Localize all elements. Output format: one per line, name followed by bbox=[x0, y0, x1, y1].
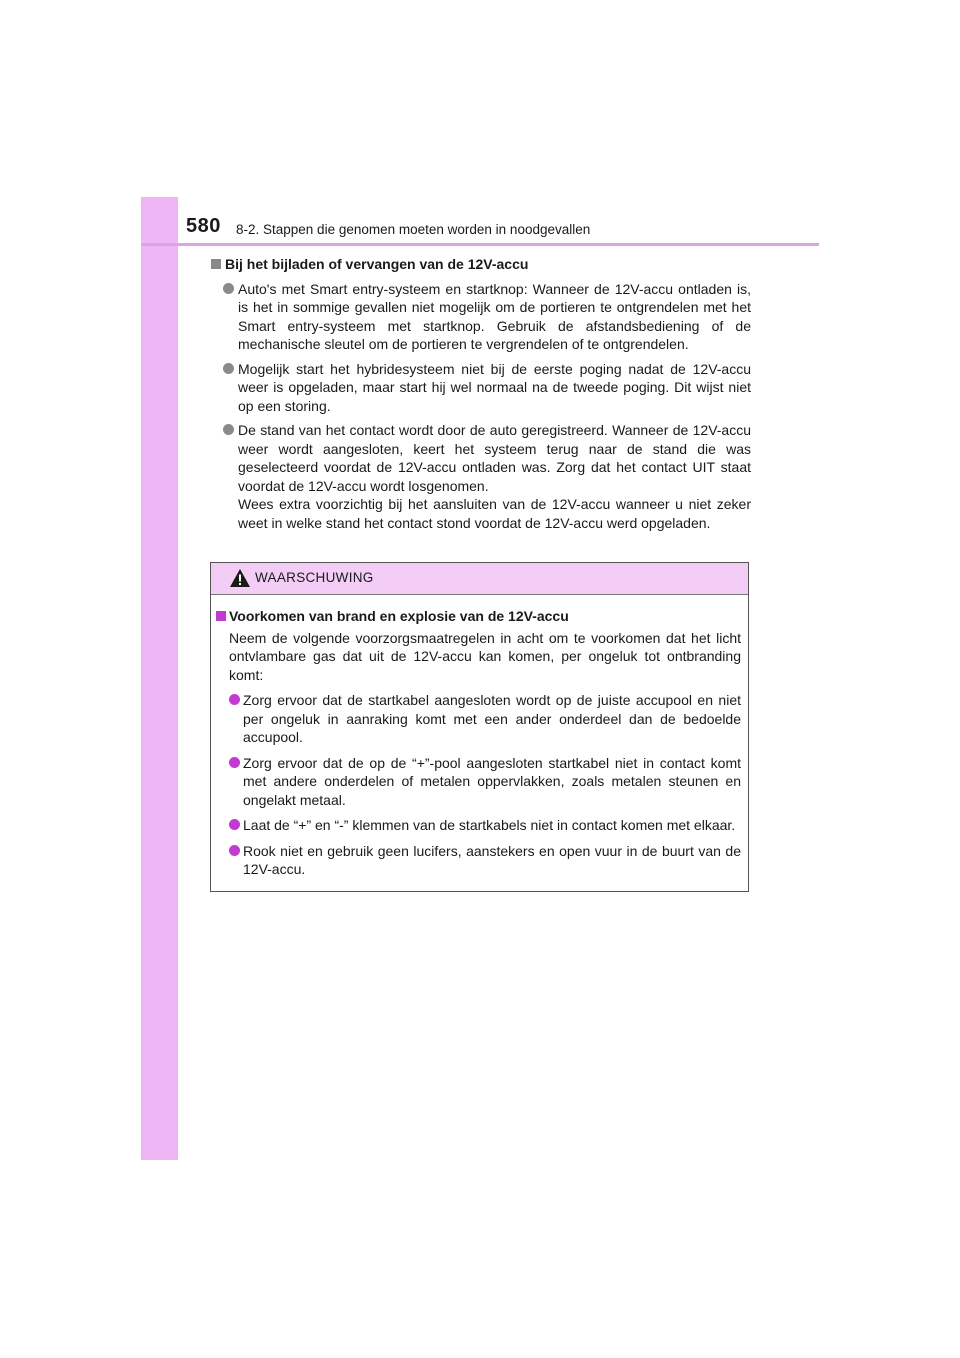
list-item bbox=[216, 842, 741, 879]
warning-box bbox=[210, 562, 749, 892]
list-item bbox=[216, 691, 741, 747]
warning-triangle-icon bbox=[229, 568, 251, 588]
list-item bbox=[211, 421, 751, 532]
section-heading bbox=[211, 255, 751, 274]
list-item-text: Rook niet en gebruik geen lucifers, aanstekers en open vuur in de buurt van de 12V-accu. bbox=[243, 842, 741, 877]
battery-section bbox=[211, 255, 751, 532]
chapter-title: 8-2. Stappen die genomen moeten worden in noodgevallen bbox=[236, 222, 591, 237]
header-rule bbox=[141, 243, 819, 246]
square-bullet-icon bbox=[211, 259, 221, 269]
list-item bbox=[216, 754, 741, 810]
round-bullet-icon bbox=[229, 819, 240, 830]
warning-title: WAARSCHUWING bbox=[255, 570, 374, 585]
list-item-text: De stand van het contact wordt door de auto geregistreerd. Wanneer de 12V-accu weer wordt aangesloten, keert het systeem terug naar de stand die was geselecteerd voordat de 12V-accu ontladen was. Zorg dat het contact UIT staat voordat de 12V-accu wordt losgenomen. bbox=[238, 422, 751, 494]
list-item bbox=[211, 360, 751, 416]
warning-body bbox=[211, 595, 748, 879]
page-number: 580 bbox=[186, 215, 221, 237]
round-bullet-icon bbox=[223, 424, 234, 435]
square-bullet-icon bbox=[216, 611, 226, 621]
warning-intro: Neem de volgende voorzorgsmaatregelen in acht om te voorkomen dat het licht ontvlambare gas dat uit de 12V-accu kan komen, per ongeluk tot ontbranding komt: bbox=[229, 629, 741, 683]
round-bullet-icon bbox=[229, 757, 240, 768]
round-bullet-icon bbox=[223, 363, 234, 374]
list-item-text: Auto's met Smart entry-systeem en startknop: Wanneer de 12V-accu ontladen is, is het in sommige gevallen niet mogelijk om de portieren te ontgrendelen met het Smart entry-systeem met startknop. Gebruik de afstandsbediening of de mechanische sleutel om de portieren te vergrendelen of te ontgrendelen. bbox=[238, 280, 751, 352]
list-item bbox=[211, 280, 751, 354]
round-bullet-icon bbox=[223, 283, 234, 294]
list-item-extra-text: Wees extra voorzichtig bij het aansluiten van de 12V-accu wanneer u niet zeker weet in welke stand het contact stond voordat de 12V-accu werd opgeladen. bbox=[238, 496, 751, 531]
warning-heading-text: Voorkomen van brand en explosie van de 12V-accu bbox=[229, 608, 569, 624]
list-item-text: Zorg ervoor dat de op de “+”-pool aangesloten startkabel niet in contact komt met andere onderdelen of metalen oppervlakken, zoals metalen steunen en ongelakt metaal. bbox=[243, 754, 741, 808]
chapter-sidebar-tab bbox=[141, 197, 178, 1160]
warning-header bbox=[211, 563, 748, 595]
list-item-text: Mogelijk start het hybridesysteem niet bij de eerste poging nadat de 12V-accu weer is opgeladen, maar start hij wel normaal na de tweede poging. Dit wijst niet op een storing. bbox=[238, 360, 751, 414]
warning-heading bbox=[216, 607, 741, 626]
list-item bbox=[216, 816, 741, 835]
round-bullet-icon bbox=[229, 694, 240, 705]
round-bullet-icon bbox=[229, 845, 240, 856]
section-heading-text: Bij het bijladen of vervangen van de 12V-accu bbox=[225, 256, 529, 272]
list-item-text: Zorg ervoor dat de startkabel aangesloten wordt op de juiste accupool en niet per ongeluk in aanraking komt met een ander onderdeel dan de bedoelde accupool. bbox=[243, 692, 741, 745]
list-item-text: Laat de “+” en “-” klemmen van de startkabels niet in contact komen met elkaar. bbox=[243, 817, 736, 833]
